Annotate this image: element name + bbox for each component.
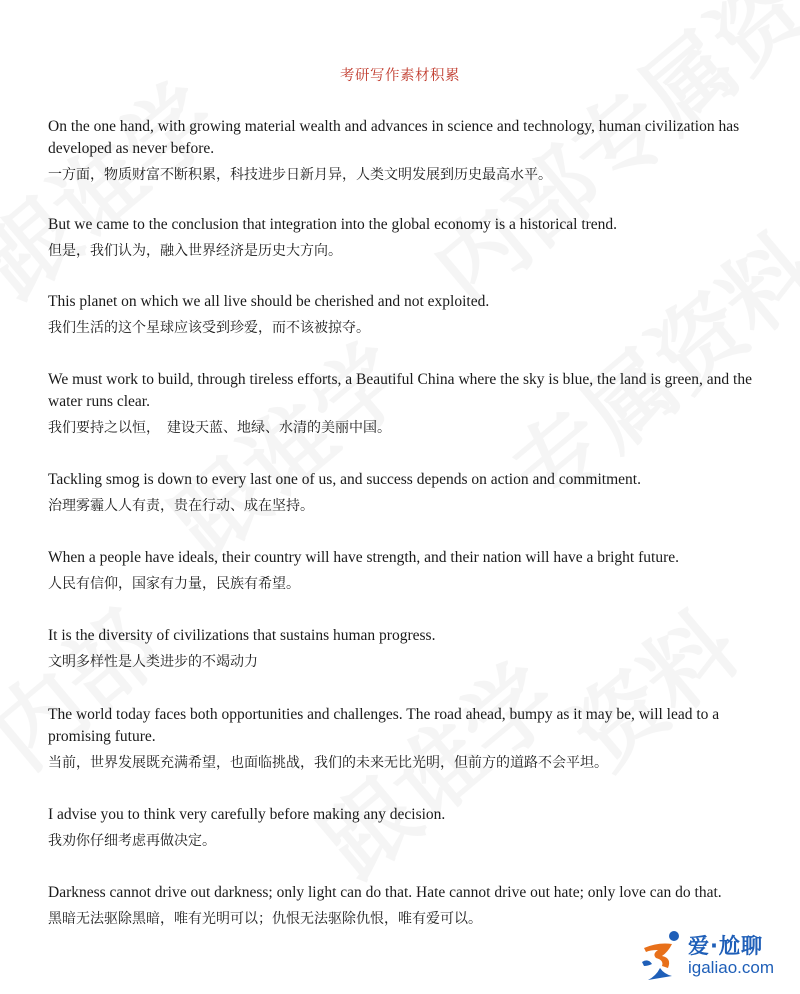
chinese-translation: 文明多样性是人类进步的不竭动力 [48, 654, 258, 670]
sentence-entry [48, 547, 758, 595]
sentence-entry [48, 882, 758, 930]
logo-url: igaliao.com [688, 958, 774, 977]
english-sentence: But we came to the conclusion that integration into the global economy is a historical trend. [48, 216, 618, 233]
english-sentence: The world today faces both opportunities and challenges. The road ahead, bumpy as it may be, will lead to a promising future. [48, 706, 720, 745]
running-figure-icon [638, 928, 688, 984]
sentence-entry [48, 116, 758, 186]
sentence-entry [48, 469, 758, 517]
english-sentence: When a people have ideals, their country will have strength, and their nation will have a bright future. [48, 549, 679, 566]
english-sentence: It is the diversity of civilizations that sustains human progress. [48, 627, 436, 644]
english-sentence: I advise you to think very carefully before making any decision. [48, 806, 446, 823]
sentence-entry [48, 704, 758, 774]
chinese-translation: 黑暗无法驱除黑暗，唯有光明可以；仇恨无法驱除仇恨，唯有爱可以。 [48, 911, 482, 927]
sentence-entry [48, 291, 758, 339]
english-sentence: On the one hand, with growing material wealth and advances in science and technology, human civilization has developed as never before. [48, 118, 740, 157]
sentence-entry [48, 214, 758, 262]
chinese-translation: 但是，我们认为，融入世界经济是历史大方向。 [48, 243, 342, 259]
watermark-text [140, 308, 430, 581]
logo-name: 爱·尬聊 [688, 934, 763, 958]
chinese-translation: 治理雾霾人人有责，贵在行动、成在坚持。 [48, 498, 314, 514]
chinese-translation: 我们要持之以恒， 建设天蓝、地绿、水清的美丽中国。 [48, 420, 391, 436]
chinese-translation: 我劝你仔细考虑再做决定。 [48, 833, 216, 849]
site-logo[interactable] [638, 928, 798, 984]
english-sentence: This planet on which we all live should be cherished and not exploited. [48, 293, 490, 310]
sentence-entry [48, 369, 758, 439]
sentence-entry [48, 804, 758, 852]
english-sentence: We must work to build, through tireless efforts, a Beautiful China where the sky is blue, the land is green, and the water runs clear. [48, 371, 752, 410]
sentence-entry [48, 625, 758, 673]
chinese-translation: 当前，世界发展既充满希望，也面临挑战，我们的未来无比光明，但前方的道路不会平坦。 [48, 755, 608, 771]
chinese-translation: 人民有信仰，国家有力量，民族有希望。 [48, 576, 300, 592]
chinese-translation: 我们生活的这个星球应该受到珍爱，而不该被掠夺。 [48, 320, 370, 336]
chinese-translation: 一方面，物质财富不断积累，科技进步日新月异，人类文明发展到历史最高水平。 [48, 167, 552, 183]
english-sentence: Darkness cannot drive out darkness; only light can do that. Hate cannot drive out hate; only love can do that. [48, 884, 722, 901]
english-sentence: Tackling smog is down to every last one of us, and success depends on action and commitment. [48, 471, 641, 488]
page-title: 考研写作素材积累 [340, 68, 460, 84]
